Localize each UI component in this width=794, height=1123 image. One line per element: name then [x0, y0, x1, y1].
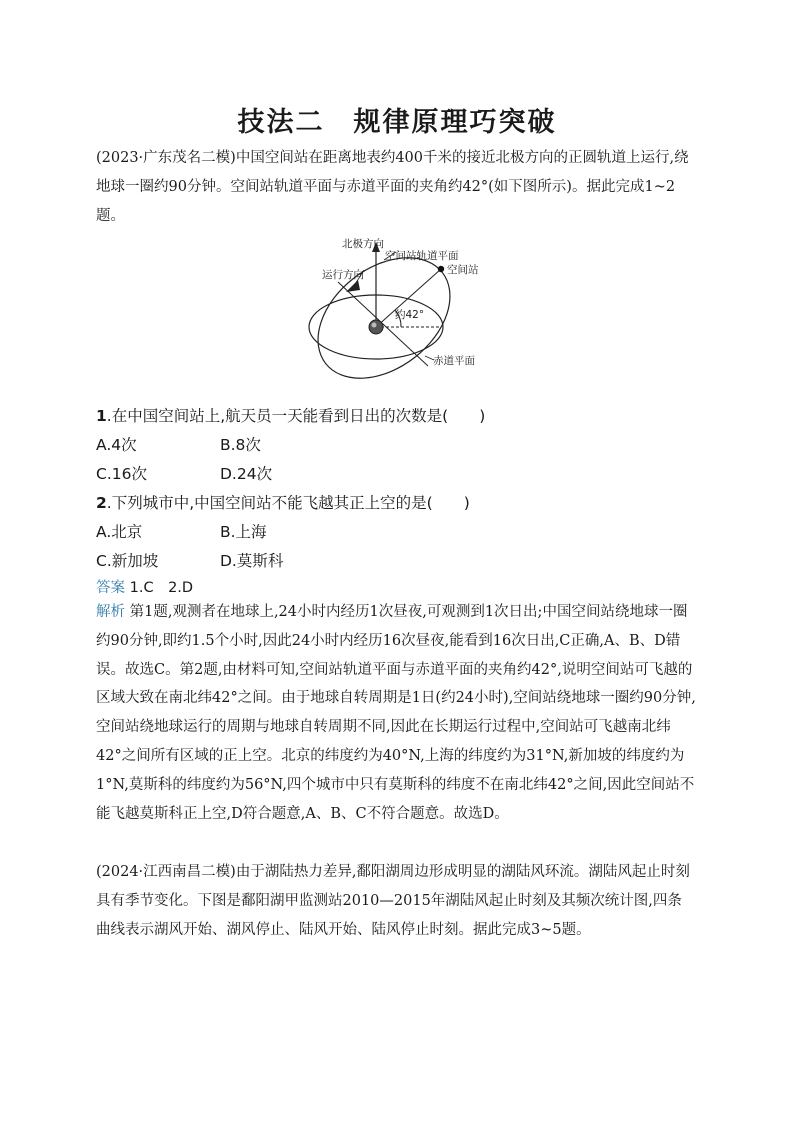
question-2: [96, 491, 470, 513]
analysis-paragraph: [96, 598, 696, 828]
question-1-option-d: D.24次: [220, 465, 273, 483]
label-orbit-plane: 空间站轨道平面: [385, 250, 459, 262]
question-1-option-b: B.8次: [220, 436, 261, 454]
question-1-option-a: A.4次: [96, 436, 137, 454]
question-2-text: .下列城市中,中国空间站不能飞越其正上空的是( ): [106, 494, 470, 512]
question-2-option-a: A.北京: [96, 523, 143, 541]
label-angle: 约42°: [395, 309, 425, 321]
answer-line: [96, 576, 193, 597]
question-1-text: .在中国空间站上,航天员一天能看到日出的次数是( ): [106, 407, 486, 425]
intro-paragraph-2: (2024·江西南昌二模)由于湖陆热力差异,鄱阳湖周边形成明显的湖陆风环流。湖陆风起止时刻具有季节变化。下图是鄱阳湖甲监测站2010—2015年湖陆风起止时刻及其频次统计图,四条曲线表示湖风开始、湖风停止、陆风开始、陆风停止时刻。据此完成3~5题。: [96, 864, 690, 938]
question-2-number: 2: [96, 494, 107, 512]
analysis-label: 解析: [96, 604, 125, 620]
orbit-diagram-svg: [300, 232, 500, 394]
earth-highlight: [372, 323, 377, 328]
question-2-option-c: C.新加坡: [96, 552, 159, 570]
label-equator-plane: 赤道平面: [433, 355, 475, 367]
label-running-direction: 运行方向: [322, 269, 364, 281]
question-2-option-d: D.莫斯科: [220, 552, 284, 570]
label-space-station: 空间站: [447, 264, 479, 276]
analysis-text: 第1题,观测者在地球上,24小时内经历1次昼夜,可观测到1次日出;中国空间站绕地球一圈约90分钟,即约1.5个小时,因此24小时内经历16次昼夜,能看到16次日出,C正确,A、B、D错误。故选C。第2题,由材料可知,空间站轨道平面与赤道平面的夹角约42°,说明空间站可飞越的区域大致在南北纬42°之间。由于地球自转周期是1日(约24小时),空间站绕地球一圈约90分钟,空间站绕地球运行的周期与地球自转周期不同,因此在长期运行过程中,空间站可飞越南北纬42°之间所有区域的正上空。北京的纬度约为40°N,上海的纬度约为31°N,新加坡的纬度约为1°N,莫斯科的纬度约为56°N,四个城市中只有莫斯科的纬度不在南北纬42°之间,因此空间站不能飞越莫斯科正上空,D符合题意,A、B、C不符合题意。故选D。: [96, 604, 696, 822]
earth-globe: [369, 320, 383, 334]
space-station-dot: [438, 266, 444, 272]
section-title: 技法二 规律原理巧突破: [237, 107, 557, 138]
answer-label: 答案: [96, 580, 125, 596]
question-2-option-b: B.上海: [220, 523, 267, 541]
label-north-direction: 北极方向: [342, 238, 384, 250]
answer-text: 1.C 2.D: [125, 580, 194, 596]
orbit-diagram: [300, 232, 500, 394]
question-1-number: 1: [96, 407, 107, 425]
question-1: [96, 404, 485, 426]
direction-arrow-head: [346, 280, 360, 292]
question-1-option-c: C.16次: [96, 465, 147, 483]
intro-paragraph-1: (2023·广东茂名二模)中国空间站在距离地表约400千米的接近北极方向的正圆轨道上运行,绕地球一圈约90分钟。空间站轨道平面与赤道平面的夹角约42°(如下图所示)。据此完成1~2题。: [96, 150, 689, 224]
